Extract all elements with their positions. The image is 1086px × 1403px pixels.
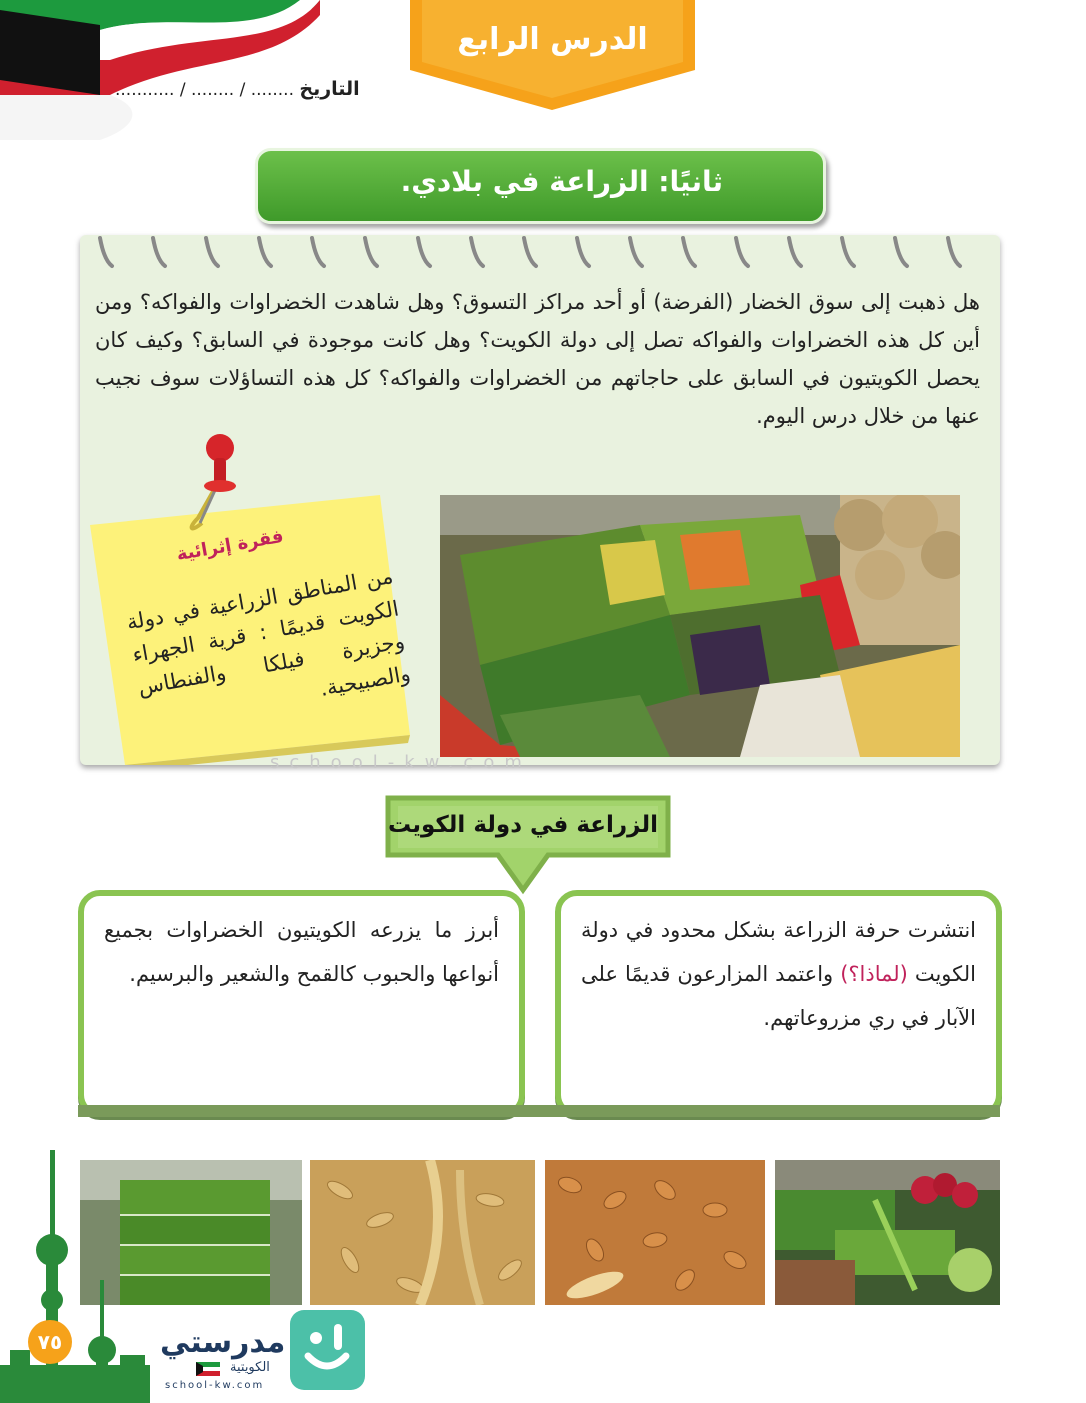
logo-subtitle: الكويتية [230, 1360, 270, 1375]
agriculture-kuwait-header-shape [378, 790, 696, 895]
leafy-vegetables-image [775, 1160, 1000, 1305]
intro-paragraph: هل ذهبت إلى سوق الخضار (الفرضة) أو أحد مراكز التسوق؟ وهل شاهدت الخضراوات والفواكه؟ ومن أين كل هذه الخضراوات والفواكه تصل إلى دولة الكويت؟ وهل كانت موجودة في السابق؟ وكيف كان يحصل الكويتيون في السابق على حاجاتهم من الخضراوات والفواكه؟ كل هذه التساؤلات سوف نجيب عنها من خلال درس اليوم. [95, 290, 980, 428]
lesson-banner [410, 0, 695, 110]
why-question: (لماذا؟) [840, 962, 908, 986]
date-line [115, 78, 360, 100]
kuwait-towers-decoration [0, 1150, 150, 1403]
date-label: التاريخ [299, 78, 360, 100]
logo-url: school-kw.com [165, 1380, 265, 1391]
page-number: ٧٥ [28, 1320, 72, 1364]
agriculture-kuwait-title: الزراعة في دولة الكويت [388, 812, 658, 838]
watermark: school-kw.com [270, 752, 532, 773]
lesson-title: الدرس الرابع [457, 22, 648, 57]
divider-strip [78, 1105, 1000, 1117]
kuwait-flag-decoration [0, 0, 320, 140]
madrasati-logo-icon [290, 1310, 365, 1390]
info-box-spread [555, 890, 1002, 1117]
enrichment-title: فقرة إثرائية [174, 525, 286, 566]
info-box-spread-text: انتشرت حرفة الزراعة بشكل محدود في دولة الكويت (لماذا؟) واعتمد المزارعون قديمًا على الآبار في ري مزروعاتهم. [581, 918, 976, 1030]
section-title: ثانيًا: الزراعة في بلادي. [400, 165, 723, 198]
notebook-spiral-icon [90, 230, 990, 275]
info-box-crops [78, 890, 525, 1117]
date-placeholder: ........ / ........ / ........... [115, 80, 294, 100]
info-box-crops-text: أبرز ما يزرعه الكويتيون الخضراوات بجميع أنواعها والحبوب كالقمح والشعير والبرسيم. [104, 918, 499, 986]
logo-name: مدرستي [160, 1325, 286, 1360]
vegetable-market-image [440, 495, 960, 757]
enrichment-text: من المناطق الزراعية في دولة الكويت قديمًا : قرية الجهراء وجزيرة فيلكا والفنطاس والصبيحية. [124, 563, 413, 701]
kuwait-flag-icon [196, 1362, 220, 1376]
wheat-grains-image [545, 1160, 765, 1305]
push-pin-icon [180, 428, 250, 538]
barley-grains-image [310, 1160, 535, 1305]
section-header [255, 148, 826, 224]
